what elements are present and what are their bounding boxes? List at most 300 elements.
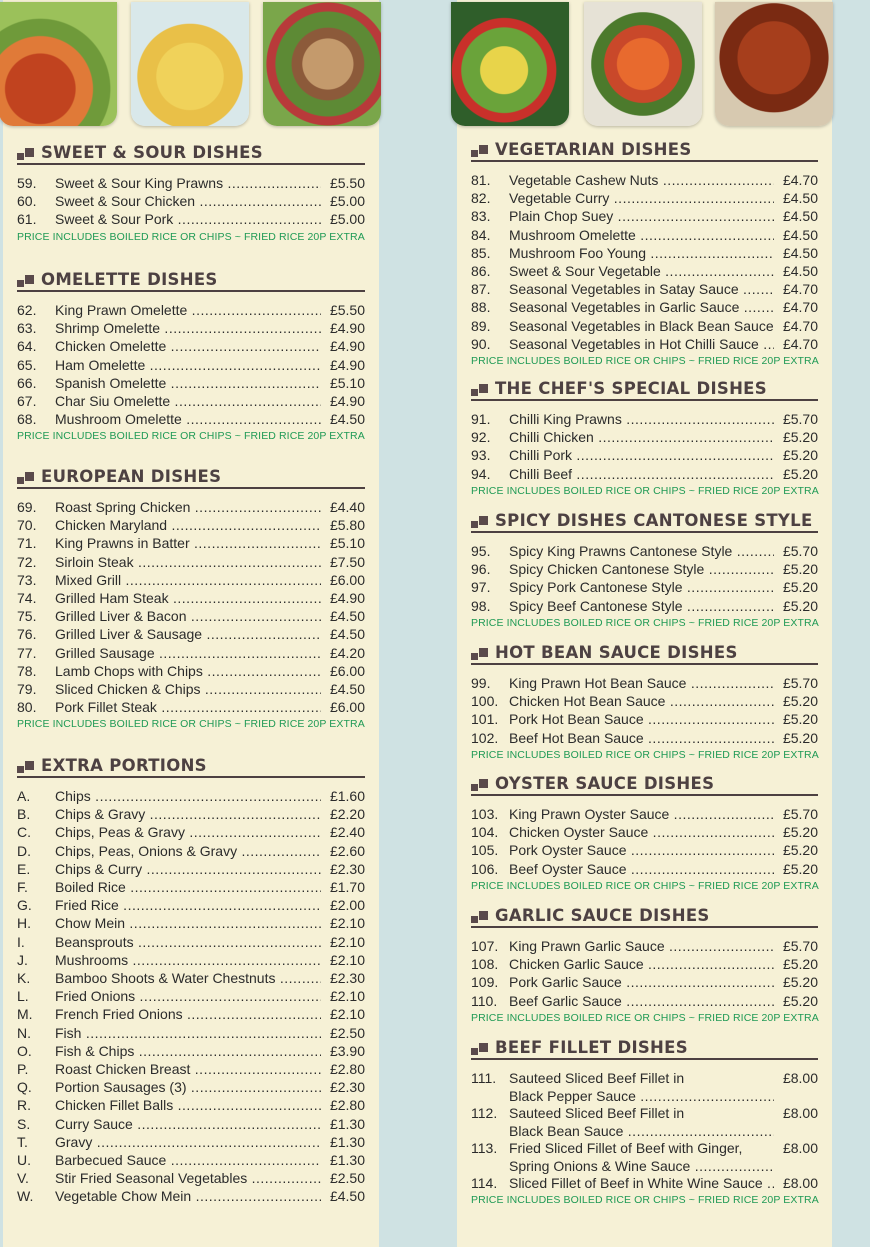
item-price: £5.20	[782, 711, 818, 728]
item-number: 59.	[17, 175, 37, 191]
item-name: Chilli King Prawns .....	[509, 410, 774, 428]
item-price: £4.50	[782, 190, 818, 207]
item-number: 73.	[17, 571, 37, 588]
item-number: 80.	[17, 699, 37, 716]
item-name: Chips & Gravy .....	[55, 805, 321, 823]
menu-item	[17, 680, 365, 698]
item-number: H.	[17, 915, 31, 932]
item-name: Chilli Beef .....	[509, 465, 774, 483]
item-number: 89.	[471, 317, 491, 334]
section-bullet-icon	[471, 779, 489, 791]
item-number: T.	[17, 1133, 28, 1150]
menu-item	[17, 1078, 365, 1096]
price-note: PRICE INCLUDES BOILED RICE OR CHIPS ~ FRIED RICE 20P EXTRA	[471, 616, 819, 629]
menu-item	[471, 244, 818, 262]
item-name: Chips & Curry .....	[55, 860, 321, 878]
item-price: £5.20	[782, 729, 818, 746]
item-price: £4.70	[782, 172, 818, 188]
item-price: £4.50	[329, 681, 365, 697]
section-bullet-icon	[17, 148, 35, 160]
item-name: Boiled Rice .....	[55, 878, 321, 896]
item-name: Spring Onions & Wine Sauce .....	[509, 1157, 774, 1175]
item-price: £5.20	[782, 992, 818, 1009]
item-number: 70.	[17, 517, 37, 534]
menu-item	[17, 337, 365, 355]
menu-item	[17, 607, 365, 625]
item-number: 107.	[471, 938, 499, 954]
section-bullet-icon	[471, 145, 489, 157]
menu-item	[471, 189, 818, 207]
item-number: M.	[17, 1006, 33, 1023]
section-title: HOT BEAN SAUCE DISHES	[495, 643, 738, 662]
item-name: Chicken Garlic Sauce .....	[509, 955, 774, 973]
menu-item	[17, 878, 365, 896]
item-price: £2.10	[329, 988, 365, 1005]
menu-item	[17, 1151, 365, 1169]
menu-item	[471, 542, 818, 560]
price-note: PRICE INCLUDES BOILED RICE OR CHIPS ~ FRIED RICE 20P EXTRA	[471, 355, 819, 367]
menu-item	[471, 298, 818, 316]
item-price: £5.20	[782, 579, 818, 596]
item-number: 85.	[471, 244, 491, 261]
menu-item	[17, 1005, 365, 1023]
item-price: £2.00	[329, 897, 365, 914]
item-number: 74.	[17, 590, 37, 606]
item-price: £2.30	[329, 970, 365, 986]
item-number: B.	[17, 806, 31, 823]
item-name: King Prawn Garlic Sauce .....	[509, 937, 774, 955]
item-price: £5.00	[329, 193, 365, 210]
item-number: 96.	[471, 561, 491, 578]
item-name: Seasonal Vegetables in Hot Chilli Sauce .....	[509, 335, 774, 353]
item-number: O.	[17, 1042, 32, 1059]
item-price: £1.30	[329, 1152, 365, 1168]
item-name: Roast Spring Chicken .....	[55, 498, 321, 516]
item-price: £4.70	[782, 335, 818, 352]
menu-item	[471, 207, 818, 225]
menu-item	[17, 951, 365, 969]
price-note: PRICE INCLUDES BOILED RICE OR CHIPS ~ FRIED RICE 20P EXTRA	[17, 230, 365, 243]
menu-item	[471, 280, 818, 298]
menu-item	[17, 301, 365, 319]
item-price: £5.50	[329, 302, 365, 318]
item-name: Pork Hot Bean Sauce .....	[509, 710, 774, 728]
item-name: Sirloin Steak .....	[55, 553, 321, 571]
section-title: OYSTER SAUCE DISHES	[495, 774, 715, 793]
item-number: 69.	[17, 499, 37, 515]
item-price: £1.70	[329, 879, 365, 895]
item-number: 75.	[17, 608, 37, 625]
item-price: £6.00	[329, 699, 365, 716]
menu-item	[17, 933, 365, 951]
menu-item	[471, 1139, 818, 1175]
crispy-beef-photo	[715, 2, 833, 126]
item-price: £5.70	[782, 806, 818, 822]
item-number: 92.	[471, 429, 491, 446]
section-bullet-icon	[471, 911, 489, 923]
item-name: Lamb Chops with Chips .....	[55, 662, 321, 680]
menu-item	[471, 805, 818, 823]
item-name: Sliced Fillet of Beef in White Wine Sauce .....	[509, 1174, 774, 1192]
item-number: N.	[17, 1024, 31, 1041]
item-name: Seasonal Vegetables in Black Bean Sauce .....	[509, 317, 774, 335]
item-price: £4.50	[329, 411, 365, 428]
item-name: Seasonal Vegetables in Garlic Sauce .....	[509, 298, 774, 316]
item-number: S.	[17, 1115, 31, 1132]
item-number: 78.	[17, 662, 37, 679]
menu-panel-left	[3, 0, 379, 1247]
item-price: £4.20	[329, 644, 365, 661]
item-name: Spicy King Prawns Cantonese Style .....	[509, 542, 774, 560]
item-number: 98.	[471, 597, 491, 614]
menu-item	[17, 1042, 365, 1060]
item-price: £5.50	[329, 175, 365, 191]
item-number: 65.	[17, 356, 37, 373]
item-price: £8.00	[782, 1175, 818, 1191]
item-number: F.	[17, 879, 28, 895]
item-name: Mushrooms .....	[55, 951, 321, 969]
item-name: French Fried Onions .....	[55, 1005, 321, 1023]
section-title: EUROPEAN DISHES	[41, 467, 222, 486]
item-name: Beef Hot Bean Sauce .....	[509, 729, 774, 747]
item-number: 112.	[471, 1105, 498, 1121]
item-number: 103.	[471, 806, 499, 822]
item-name: Mushroom Foo Young .....	[509, 244, 774, 262]
item-name: Shrimp Omelette .....	[55, 319, 321, 337]
photo-strip-right	[457, 0, 832, 132]
item-name: Vegetable Chow Mein .....	[55, 1187, 321, 1205]
item-price: £4.90	[329, 356, 365, 373]
item-price: £5.20	[782, 824, 818, 841]
menu-item	[471, 410, 818, 428]
menu-item	[471, 171, 818, 189]
item-number: 84.	[471, 226, 491, 243]
menu-item	[17, 787, 365, 805]
item-number: L.	[17, 988, 29, 1005]
item-number: 81.	[471, 172, 491, 188]
item-price: £8.00	[782, 1070, 818, 1086]
item-number: 71.	[17, 535, 37, 552]
item-price: £5.80	[329, 517, 365, 534]
section-title: EXTRA PORTIONS	[41, 756, 207, 775]
item-name: Chicken Maryland .....	[55, 516, 321, 534]
section-title: VEGETARIAN DISHES	[495, 140, 692, 159]
item-name: Spicy Beef Cantonese Style .....	[509, 597, 774, 615]
item-number: Q.	[17, 1079, 32, 1096]
item-number: 102.	[471, 729, 499, 746]
item-price: £5.20	[782, 956, 818, 973]
item-name: Spicy Chicken Cantonese Style .....	[509, 560, 774, 578]
menu-item	[17, 192, 365, 210]
menu-item	[471, 955, 818, 973]
item-price: £5.20	[782, 429, 818, 446]
item-price: £4.50	[329, 626, 365, 643]
item-price: £2.20	[329, 806, 365, 823]
item-number: K.	[17, 970, 31, 986]
item-number: V.	[17, 1170, 29, 1187]
item-name: Spanish Omelette .....	[55, 374, 321, 392]
menu-item	[17, 553, 365, 571]
section-title: SPICY DISHES CANTONESE STYLE	[495, 511, 813, 530]
section-heading	[17, 268, 365, 292]
item-name: Mushroom Omelette .....	[55, 410, 321, 428]
menu-item	[17, 662, 365, 680]
item-name: Portion Sausages (3) .....	[55, 1078, 321, 1096]
item-name: Beef Garlic Sauce .....	[509, 992, 774, 1010]
item-price: £2.10	[329, 915, 365, 932]
item-price: £5.20	[782, 974, 818, 991]
section-heading	[17, 141, 365, 165]
item-number: 113.	[471, 1140, 498, 1156]
menu-item	[17, 410, 365, 428]
item-name: Fried Onions .....	[55, 987, 321, 1005]
item-number: G.	[17, 897, 32, 914]
menu-item	[17, 589, 365, 607]
menu-item	[471, 710, 818, 728]
section-heading	[471, 641, 818, 665]
item-name: Grilled Liver & Bacon .....	[55, 607, 321, 625]
item-number: 60.	[17, 193, 37, 210]
menu-item	[471, 335, 818, 353]
item-price: £2.30	[329, 1079, 365, 1096]
item-name: Seasonal Vegetables in Satay Sauce .....	[509, 280, 774, 298]
item-price: £4.90	[329, 393, 365, 409]
item-price: £2.80	[329, 1097, 365, 1114]
menu-item	[471, 937, 818, 955]
item-number: 88.	[471, 299, 491, 316]
item-number: 109.	[471, 974, 499, 991]
item-name: Ham Omelette .....	[55, 356, 321, 374]
menu-item	[17, 625, 365, 643]
price-note: PRICE INCLUDES BOILED RICE OR CHIPS ~ FRIED RICE 20P EXTRA	[471, 879, 819, 892]
item-number: 77.	[17, 644, 37, 661]
item-price: £2.10	[329, 951, 365, 968]
item-number: 86.	[471, 263, 491, 279]
item-price: £4.50	[782, 208, 818, 225]
item-number: 91.	[471, 411, 491, 427]
item-name: Chicken Oyster Sauce .....	[509, 823, 774, 841]
menu-item	[471, 317, 818, 335]
item-price: £4.90	[329, 320, 365, 337]
item-name: King Prawn Omelette .....	[55, 301, 321, 319]
section-title: GARLIC SAUCE DISHES	[495, 906, 710, 925]
item-number: 64.	[17, 338, 37, 355]
menu-item	[471, 1104, 818, 1140]
menu-item	[471, 973, 818, 991]
item-price: £5.70	[782, 543, 818, 559]
menu-item	[471, 226, 818, 244]
item-name: Fried Rice .....	[55, 896, 321, 914]
item-price: £1.60	[329, 788, 365, 804]
item-name: Fish & Chips .....	[55, 1042, 321, 1060]
item-price: £4.50	[329, 1188, 365, 1205]
price-note: PRICE INCLUDES BOILED RICE OR CHIPS ~ FRIED RICE 20P EXTRA	[17, 430, 365, 443]
section-bullet-icon	[17, 275, 35, 287]
menu-item	[471, 860, 818, 878]
item-name: Grilled Liver & Sausage .....	[55, 625, 321, 643]
item-number: P.	[17, 1061, 29, 1077]
section-title: BEEF FILLET DISHES	[495, 1038, 688, 1057]
item-name: Bamboo Shoots & Water Chestnuts .....	[55, 969, 321, 987]
item-number: 99.	[471, 675, 491, 691]
stir-fry-vegetables-photo	[451, 2, 569, 126]
item-price: £5.20	[782, 693, 818, 710]
item-number: U.	[17, 1152, 31, 1168]
item-name: Chicken Hot Bean Sauce .....	[509, 692, 774, 710]
menu-item	[17, 969, 365, 987]
section-heading	[471, 138, 818, 162]
menu-item	[17, 896, 365, 914]
item-number: 93.	[471, 447, 491, 464]
item-price: £5.20	[782, 842, 818, 859]
item-name: Char Siu Omelette .....	[55, 392, 321, 410]
fried-rice-photo	[131, 2, 249, 126]
menu-item	[17, 174, 365, 192]
menu-item	[17, 1133, 365, 1151]
menu-item	[17, 1024, 365, 1042]
item-name: Chilli Chicken .....	[509, 428, 774, 446]
item-number: 72.	[17, 553, 37, 570]
item-name: Beansprouts .....	[55, 933, 321, 951]
item-name: Curry Sauce .....	[55, 1115, 321, 1133]
section-bullet-icon	[471, 516, 489, 528]
menu-item	[17, 319, 365, 337]
item-number: 90.	[471, 335, 491, 352]
menu-item	[17, 698, 365, 716]
item-name: Stir Fried Seasonal Vegetables .....	[55, 1169, 321, 1187]
section-heading	[471, 904, 818, 928]
item-number: J.	[17, 951, 28, 968]
item-name: Gravy .....	[55, 1133, 321, 1151]
item-name: Chicken Fillet Balls .....	[55, 1096, 321, 1114]
menu-item	[17, 987, 365, 1005]
menu-item	[471, 841, 818, 859]
item-number: 61.	[17, 211, 37, 228]
price-note: PRICE INCLUDES BOILED RICE OR CHIPS ~ FRIED RICE 20P EXTRA	[471, 484, 819, 497]
menu-item	[471, 465, 818, 483]
item-name: Pork Fillet Steak .....	[55, 698, 321, 716]
item-number: 87.	[471, 281, 491, 298]
menu-item	[471, 597, 818, 615]
menu-item	[17, 842, 365, 860]
item-name: Sweet & Sour King Prawns .....	[55, 174, 321, 192]
item-price: £4.50	[329, 608, 365, 625]
item-name: Sweet & Sour Vegetable .....	[509, 262, 774, 280]
menu-item	[17, 860, 365, 878]
item-name: King Prawns in Batter .....	[55, 534, 321, 552]
item-price: £4.50	[782, 244, 818, 261]
item-number: 111.	[471, 1070, 497, 1086]
item-name: Chilli Pork .....	[509, 446, 774, 464]
item-number: 106.	[471, 860, 499, 877]
item-name: Sliced Chicken & Chips .....	[55, 680, 321, 698]
menu-item	[17, 644, 365, 662]
item-number: 94.	[471, 465, 491, 482]
item-price: £1.30	[329, 1115, 365, 1132]
item-price: £4.70	[782, 299, 818, 316]
item-number: 105.	[471, 842, 499, 859]
item-number: 62.	[17, 302, 37, 318]
price-note: PRICE INCLUDES BOILED RICE OR CHIPS ~ FRIED RICE 20P EXTRA	[471, 748, 819, 761]
item-price: £6.00	[329, 571, 365, 588]
menu-item	[17, 374, 365, 392]
item-number: 66.	[17, 374, 37, 391]
item-number: 97.	[471, 579, 491, 596]
section-bullet-icon	[17, 472, 35, 484]
menu-item	[471, 428, 818, 446]
menu-item	[17, 1096, 365, 1114]
menu-item	[17, 356, 365, 374]
item-price: £3.90	[329, 1042, 365, 1059]
roast-pork-photo	[0, 2, 117, 126]
item-name: Chips, Peas, Onions & Gravy .....	[55, 842, 321, 860]
menu-item	[17, 392, 365, 410]
menu-item	[17, 1115, 365, 1133]
section-heading	[17, 754, 365, 778]
item-name: Chicken Omelette .....	[55, 337, 321, 355]
item-price: £4.40	[329, 499, 365, 515]
item-number: 83.	[471, 208, 491, 225]
photo-strip-left	[3, 0, 379, 132]
item-price: £4.50	[782, 226, 818, 243]
king-prawns-photo	[584, 2, 702, 126]
section-heading	[471, 377, 818, 401]
item-name: Sweet & Sour Chicken .....	[55, 192, 321, 210]
menu-item	[471, 692, 818, 710]
item-price: £5.70	[782, 938, 818, 954]
menu-item	[471, 560, 818, 578]
menu-item	[471, 1174, 818, 1192]
item-name: Grilled Sausage .....	[55, 644, 321, 662]
item-number: 114.	[471, 1175, 498, 1191]
item-name: Beef Oyster Sauce .....	[509, 860, 774, 878]
item-price: £5.20	[782, 597, 818, 614]
section-heading	[471, 1036, 818, 1060]
item-name: Chips, Peas & Gravy .....	[55, 823, 321, 841]
item-name-line1: Fried Sliced Fillet of Beef with Ginger,	[509, 1140, 743, 1156]
item-price: £2.40	[329, 824, 365, 841]
item-price: £4.90	[329, 338, 365, 355]
item-name: King Prawn Hot Bean Sauce .....	[509, 674, 774, 692]
item-name: Spicy Pork Cantonese Style .....	[509, 578, 774, 596]
item-price: £4.70	[782, 281, 818, 298]
menu-item	[17, 498, 365, 516]
menu-item	[17, 823, 365, 841]
item-price: £2.60	[329, 842, 365, 859]
menu-item	[17, 1187, 365, 1205]
price-note: PRICE INCLUDES BOILED RICE OR CHIPS ~ FRIED RICE 20P EXTRA	[471, 1011, 819, 1024]
item-name: Black Bean Sauce .....	[509, 1122, 774, 1140]
menu-item	[17, 516, 365, 534]
item-price: £4.90	[329, 590, 365, 606]
item-price: £6.00	[329, 662, 365, 679]
item-price: £2.10	[329, 1006, 365, 1023]
section-title: SWEET & SOUR DISHES	[41, 143, 263, 162]
item-name: Mushroom Omelette .....	[509, 226, 774, 244]
item-price: £5.20	[782, 447, 818, 464]
menu-item	[17, 1169, 365, 1187]
item-price: £5.10	[329, 535, 365, 552]
item-number: 76.	[17, 626, 37, 643]
item-name: Pork Garlic Sauce .....	[509, 973, 774, 991]
menu-item	[17, 571, 365, 589]
item-number: 104.	[471, 824, 499, 841]
menu-item	[471, 446, 818, 464]
item-name: Vegetable Curry .....	[509, 189, 774, 207]
item-number: E.	[17, 860, 31, 877]
item-number: I.	[17, 933, 25, 950]
item-number: 95.	[471, 543, 491, 559]
